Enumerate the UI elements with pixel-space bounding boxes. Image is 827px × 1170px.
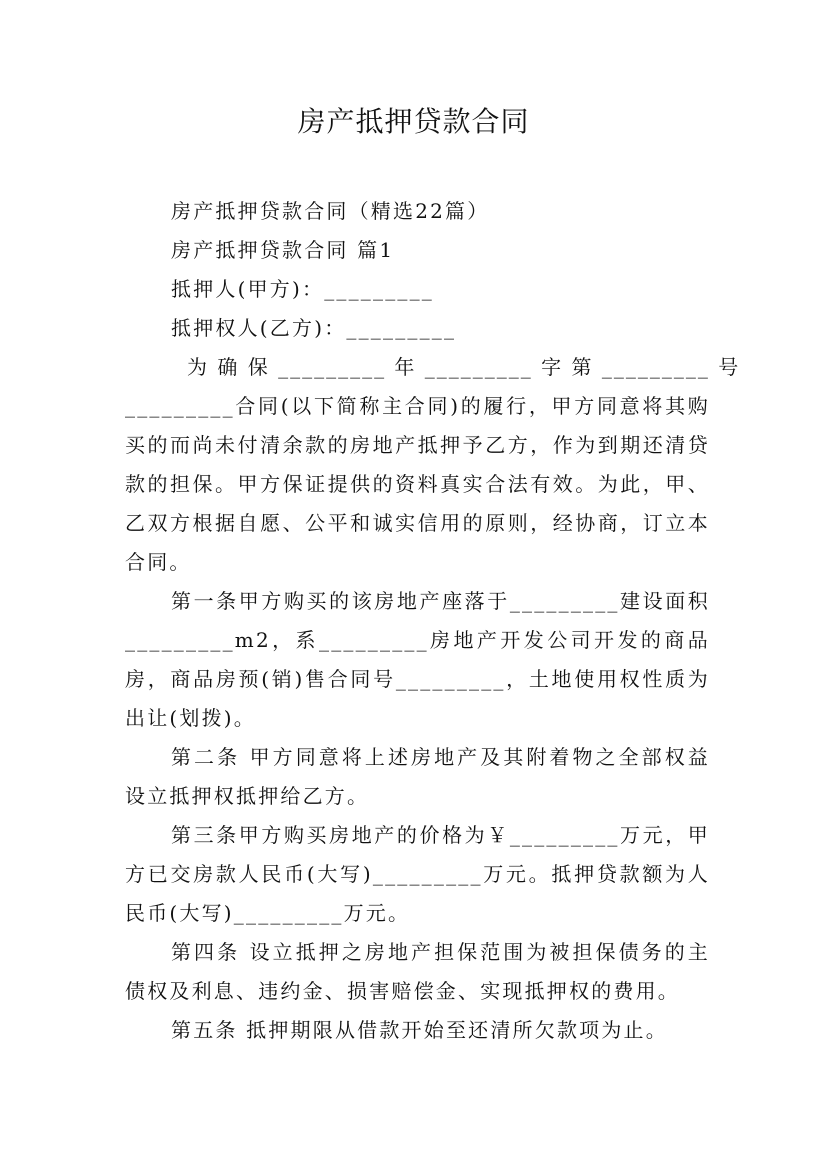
- article-2: 第二条 甲方同意将上述房地产及其附着物之全部权益设立抵押权抵押给乙方。: [125, 745, 710, 808]
- intro-first-line: 为 确 保 _________ 年 _________ 字 第 _________ 号: [187, 355, 741, 379]
- article-4: 第四条 设立抵押之房地产担保范围为被担保债务的主债权及利息、违约金、损害赔偿金、实现抵押权的费用。: [125, 940, 710, 1003]
- document-title: 房产抵押贷款合同: [297, 105, 530, 138]
- mortgagor-line: 抵押人(甲方)：_________: [171, 277, 435, 301]
- article-5: 第五条 抵押期限从借款开始至还清所欠款项为止。: [171, 1018, 668, 1042]
- section-heading: 房产抵押贷款合同 篇1: [171, 238, 395, 262]
- article-1: 第一条甲方购买的该房地产座落于_________建设面积_________m2，系_________房地产开发公司开发的商品房，商品房预(销)售合同号_________，土地使用权性质为出让(划拨)。: [125, 589, 710, 730]
- mortgagee-line: 抵押权人(乙方)：_________: [171, 316, 457, 340]
- article-3: 第三条甲方购买房地产的价格为￥_________万元，甲方已交房款人民币(大写)_________万元。抵押贷款额为人民币(大写)_________万元。: [125, 823, 710, 925]
- intro-paragraph: _________合同(以下简称主合同)的履行，甲方同意将其购买的而尚未付清余款的房地产抵押予乙方，作为到期还清贷款的担保。甲方保证提供的资料真实合法有效。为此，甲、乙双方根据自愿、公平和诚实信用的原则，经协商，订立本合同。: [125, 394, 710, 574]
- document-subtitle: 房产抵押贷款合同（精选22篇）: [171, 199, 490, 223]
- document-body: [125, 192, 741, 1050]
